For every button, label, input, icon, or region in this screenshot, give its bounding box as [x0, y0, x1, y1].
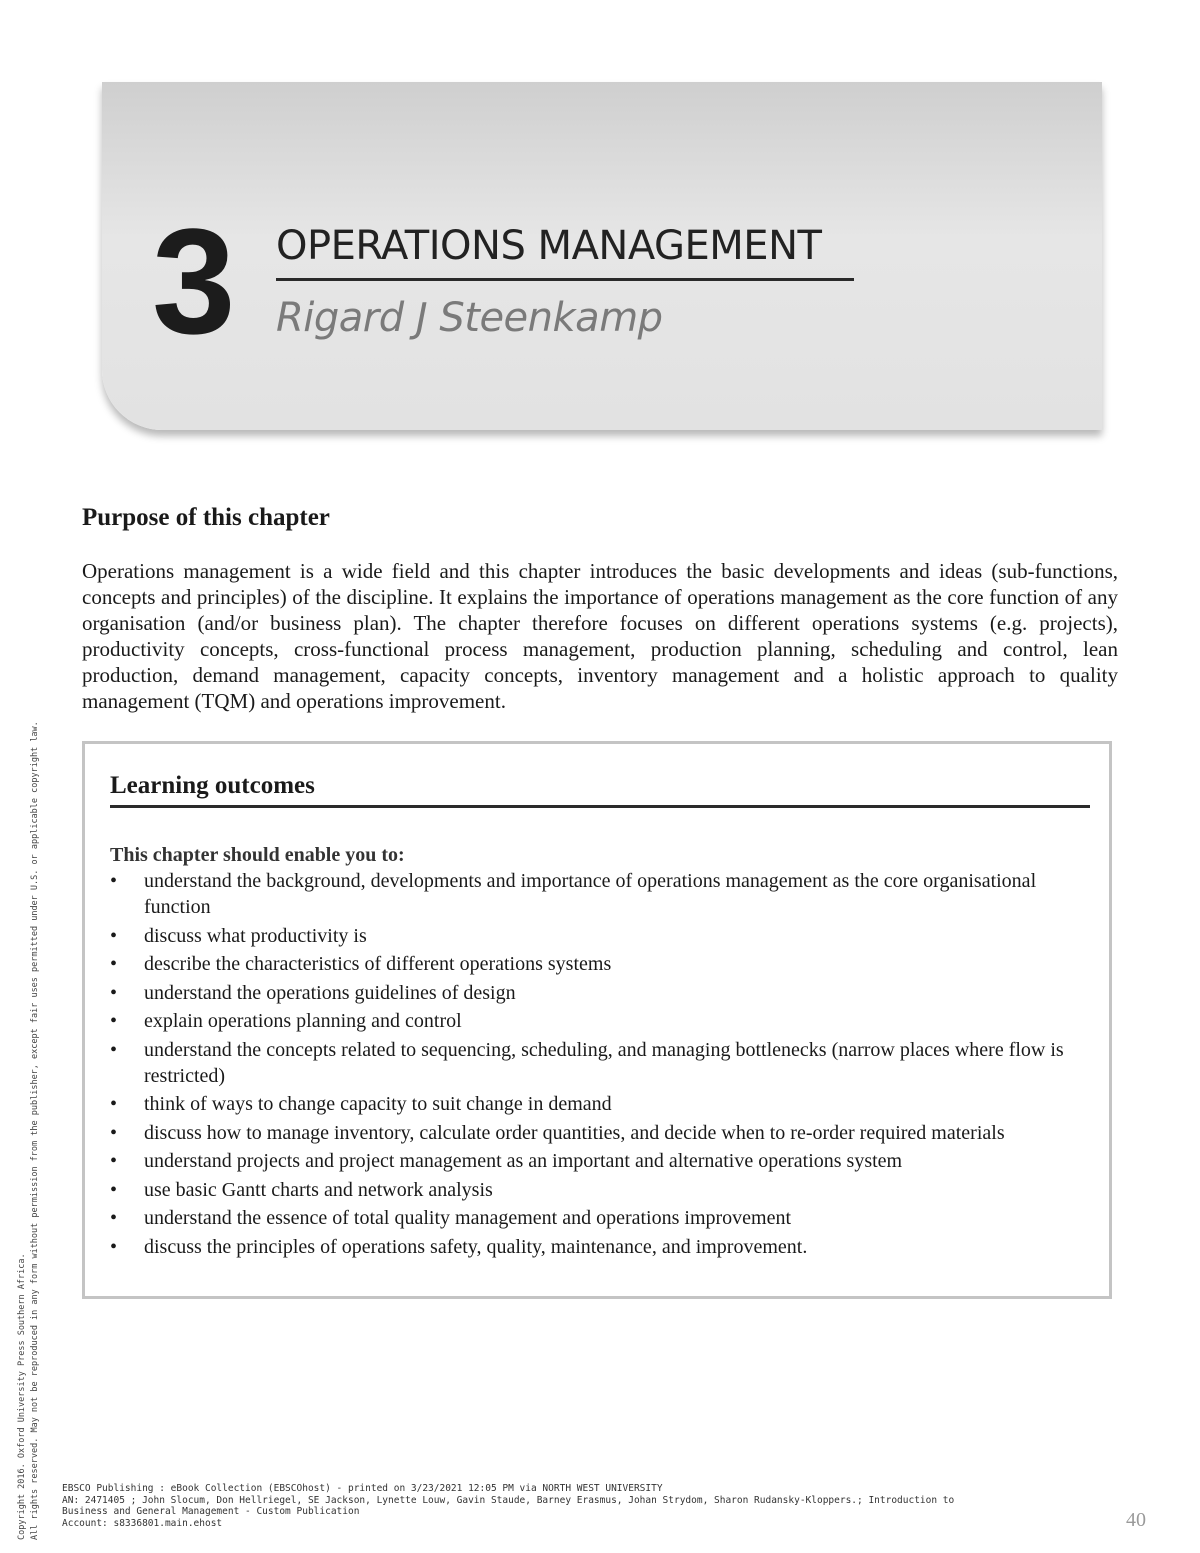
footer-line: Business and General Management - Custom Publication	[62, 1506, 360, 1517]
learning-outcomes-divider	[110, 805, 1090, 808]
list-item-text: understand the background, developments and importance of operations management as the core organisational function	[144, 870, 1037, 918]
bullet-icon: •	[110, 1010, 118, 1032]
purpose-paragraph: Operations management is a wide field and this chapter introduces the basic developments and ideas (sub-functions, concepts and principles) of the discipline. It explains the importance of operations management as the core function of any organisation (and/or business plan). The chapter therefore focuses on different operations systems (e.g. projects), productivity concepts, cross-functional process management, production planning, scheduling and control, lean production, demand management, capacity concepts, inventory management and a holistic approach to quality management (TQM) and operations improvement.	[82, 559, 1118, 713]
list-item-text: understand projects and project management as an important and alternative operations system	[144, 1150, 903, 1172]
learning-outcomes-heading: Learning outcomes	[110, 772, 315, 799]
list-item	[110, 1205, 1095, 1231]
bullet-icon: •	[110, 1207, 118, 1229]
list-item	[110, 1148, 1095, 1174]
bullet-icon: •	[110, 953, 118, 975]
list-item-text: discuss what productivity is	[144, 924, 367, 947]
bullet-icon: •	[110, 1093, 118, 1115]
footer-citation	[62, 1483, 1162, 1529]
list-item-text: understand the operations guidelines of design	[144, 981, 516, 1004]
list-item	[110, 1234, 1095, 1260]
chapter-title: OPERATIONS MANAGEMENT	[276, 223, 822, 269]
list-item	[110, 951, 1095, 977]
list-item-text: understand the essence of total quality management and operations improvement	[144, 1207, 792, 1229]
learning-outcomes-list	[110, 868, 1095, 1262]
list-item-text: understand the concepts related to sequencing, scheduling, and managing bottlenecks (narrow places where flow is restricted)	[144, 1038, 1064, 1087]
list-item-text: think of ways to change capacity to suit change in demand	[144, 1093, 612, 1115]
list-item	[110, 980, 1095, 1006]
list-item-text: explain operations planning and control	[144, 1010, 462, 1032]
learning-outcomes-intro: This chapter should enable you to:	[110, 844, 405, 866]
bullet-icon: •	[110, 1038, 118, 1061]
bullet-icon: •	[110, 870, 118, 892]
list-item	[110, 868, 1095, 920]
rights-line: All rights reserved. May not be reproduced in any form without permission from the publisher, except fair uses permitted under U.S. or applicable copyright law.	[30, 721, 40, 1540]
list-item	[110, 1091, 1095, 1117]
purpose-heading: Purpose of this chapter	[82, 504, 330, 531]
list-item	[110, 1037, 1095, 1089]
footer-line: AN: 2471405 ; John Slocum, Don Hellriegel, SE Jackson, Lynette Louw, Gavin Staude, Barney Erasmus, Johan Strydom, Sharon Rudansky-Kloppers.; Introduction to	[62, 1494, 955, 1506]
bullet-icon: •	[110, 1121, 118, 1144]
bullet-icon: •	[110, 1235, 118, 1258]
bullet-icon: •	[110, 924, 118, 947]
bullet-icon: •	[110, 1150, 118, 1172]
copyright-notice	[16, 420, 56, 1540]
list-item	[110, 923, 1095, 949]
chapter-number: 3	[152, 197, 236, 365]
bullet-icon: •	[110, 981, 118, 1004]
bullet-icon: •	[110, 1178, 118, 1201]
copyright-line: Copyright 2016. Oxford University Press Southern Africa.	[17, 1253, 27, 1540]
list-item-text: discuss how to manage inventory, calculate order quantities, and decide when to re-order required materials	[144, 1121, 1005, 1144]
title-divider	[276, 278, 854, 281]
page-number: 40	[1126, 1509, 1146, 1531]
footer-line: Account: s8336801.main.ehost	[62, 1517, 223, 1529]
list-item-text: describe the characteristics of different operations systems	[144, 953, 612, 975]
chapter-author: Rigard J Steenkamp	[276, 295, 663, 341]
list-item	[110, 1177, 1095, 1203]
footer-line: EBSCO Publishing : eBook Collection (EBSCOhost) - printed on 3/23/2021 12:05 PM via NORTH WEST UNIVERSITY	[62, 1483, 663, 1494]
list-item	[110, 1120, 1095, 1146]
list-item-text: use basic Gantt charts and network analysis	[144, 1178, 493, 1201]
list-item	[110, 1008, 1095, 1034]
list-item-text: discuss the principles of operations safety, quality, maintenance, and improvement.	[144, 1235, 808, 1258]
